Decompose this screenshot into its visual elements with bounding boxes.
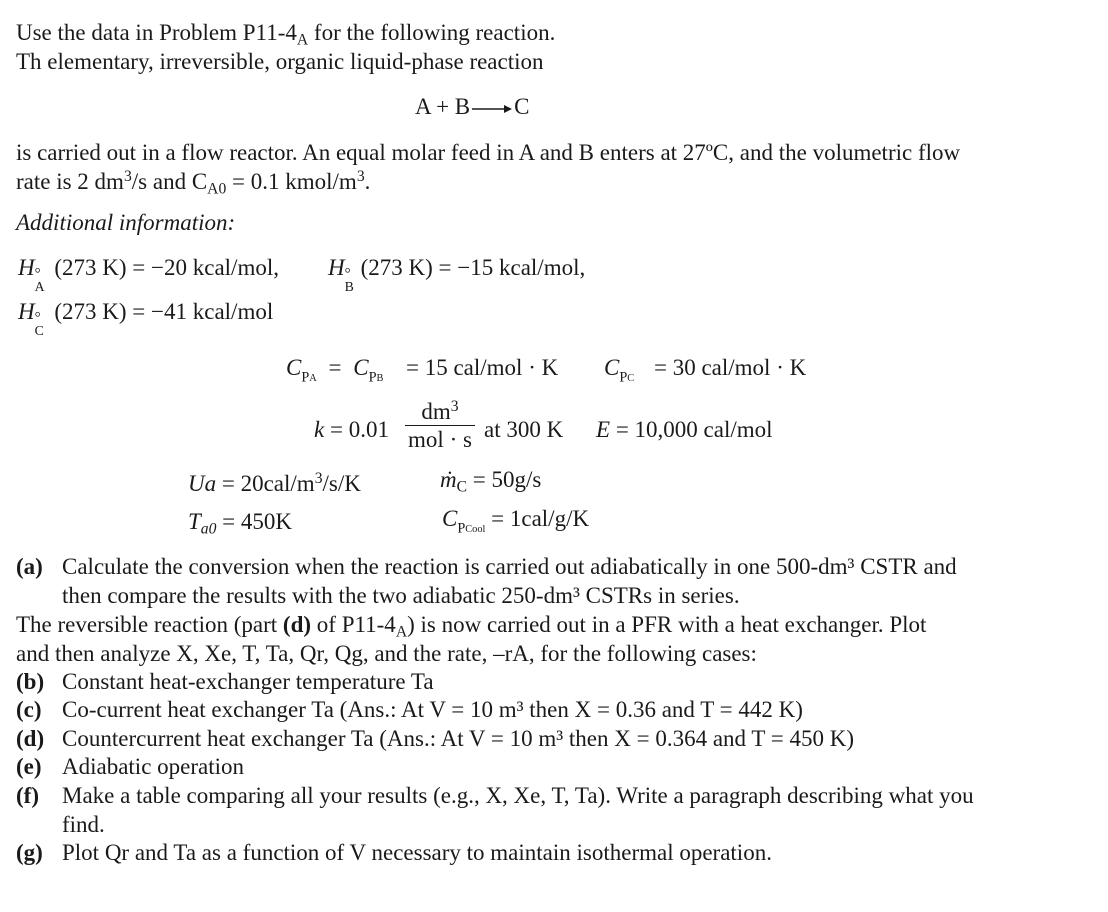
part-a-line-2: then compare the results with the two adiabatic 250-dm³ CSTRs in series. (62, 583, 740, 608)
enthalpy-a: H ° A (273 K) = −20 kcal/mol, (18, 255, 279, 294)
rate-constant-lhs: k = 0.01 (314, 417, 389, 442)
cp-cool: $C_{PCool} = 1cal/g/K$ (442, 506, 590, 537)
ua-value: $Ua = 20cal/m^3/s/K$ (188, 470, 361, 496)
reaction-equation: A + B C (415, 94, 530, 119)
activation-energy: E = 10,000 cal/mol (596, 417, 773, 442)
part-g: (g) Plot Qr and Ta as a function of V necessary to maintain isothermal operation. (16, 840, 772, 865)
reversible-line-2: and then analyze X, Xe, T, Ta, Qr, Qg, and the rate, –rA, for the following cases: (16, 641, 757, 666)
intro-line-1: Use the data in Problem $P11-4_A$ for the following reaction. (16, 20, 556, 49)
part-e: (e) Adiabatic operation (16, 754, 245, 779)
additional-info-heading: Additional information: (16, 210, 236, 235)
part-c: (c) Co-current heat exchanger Ta (Ans.: At V = 10 m³ then X = 0.36 and T = 442 K) (16, 697, 803, 722)
reversible-line-1: The reversible reaction (part (d) of $P11-4_A$) is now carried out in a PFR with a heat exchanger. Plot (16, 612, 927, 641)
reaction-arrow-icon (472, 104, 512, 114)
enthalpy-c: H ° C (273 K) = −41 kcal/mol (18, 299, 274, 338)
part-f: (f) Make a table comparing all your results (e.g., X, Xe, T, Ta). Write a paragraph describing what you (16, 783, 974, 808)
intro-line-2: Th elementary, irreversible, organic liquid-phase reaction (16, 49, 544, 74)
part-d: (d) Countercurrent heat exchanger Ta (Ans.: At V = 10 m³ then X = 0.364 and T = 450 K) (16, 726, 854, 751)
cp-c: $C_{PC}$ (604, 355, 635, 386)
coolant-flow: ṁ$_C$ = 50g/s (440, 467, 542, 496)
part-a: (a) Calculate the conversion when the reaction is carried out adiabatically in one 500-dm³ CSTR and (16, 554, 957, 579)
rate-constant-temp: at 300 K (484, 417, 564, 442)
cp-ab-value: = 15 cal/mol · K (406, 355, 559, 380)
cp-ab: $C_{PA} = C_{PB}$ (286, 355, 384, 386)
feed-line-2: rate is 2 $dm^3/s$ and $C_{A0} = 0.1$ kmol/$m^3$. (16, 168, 371, 198)
part-f-line-2: find. (62, 812, 105, 837)
rate-constant-units: $dm^3$ mol · s (405, 400, 475, 451)
ta0-value: $T_{a0} = 450K$ (188, 509, 293, 538)
part-b: (b) Constant heat-exchanger temperature Ta (16, 669, 434, 694)
feed-line-1: is carried out in a flow reactor. An equal molar feed in A and B enters at 27ºC, and the volumetric flow (16, 140, 961, 165)
cp-c-value: = 30 cal/mol · K (654, 355, 807, 380)
enthalpy-b: H ° B (273 K) = −15 kcal/mol, (328, 255, 586, 294)
